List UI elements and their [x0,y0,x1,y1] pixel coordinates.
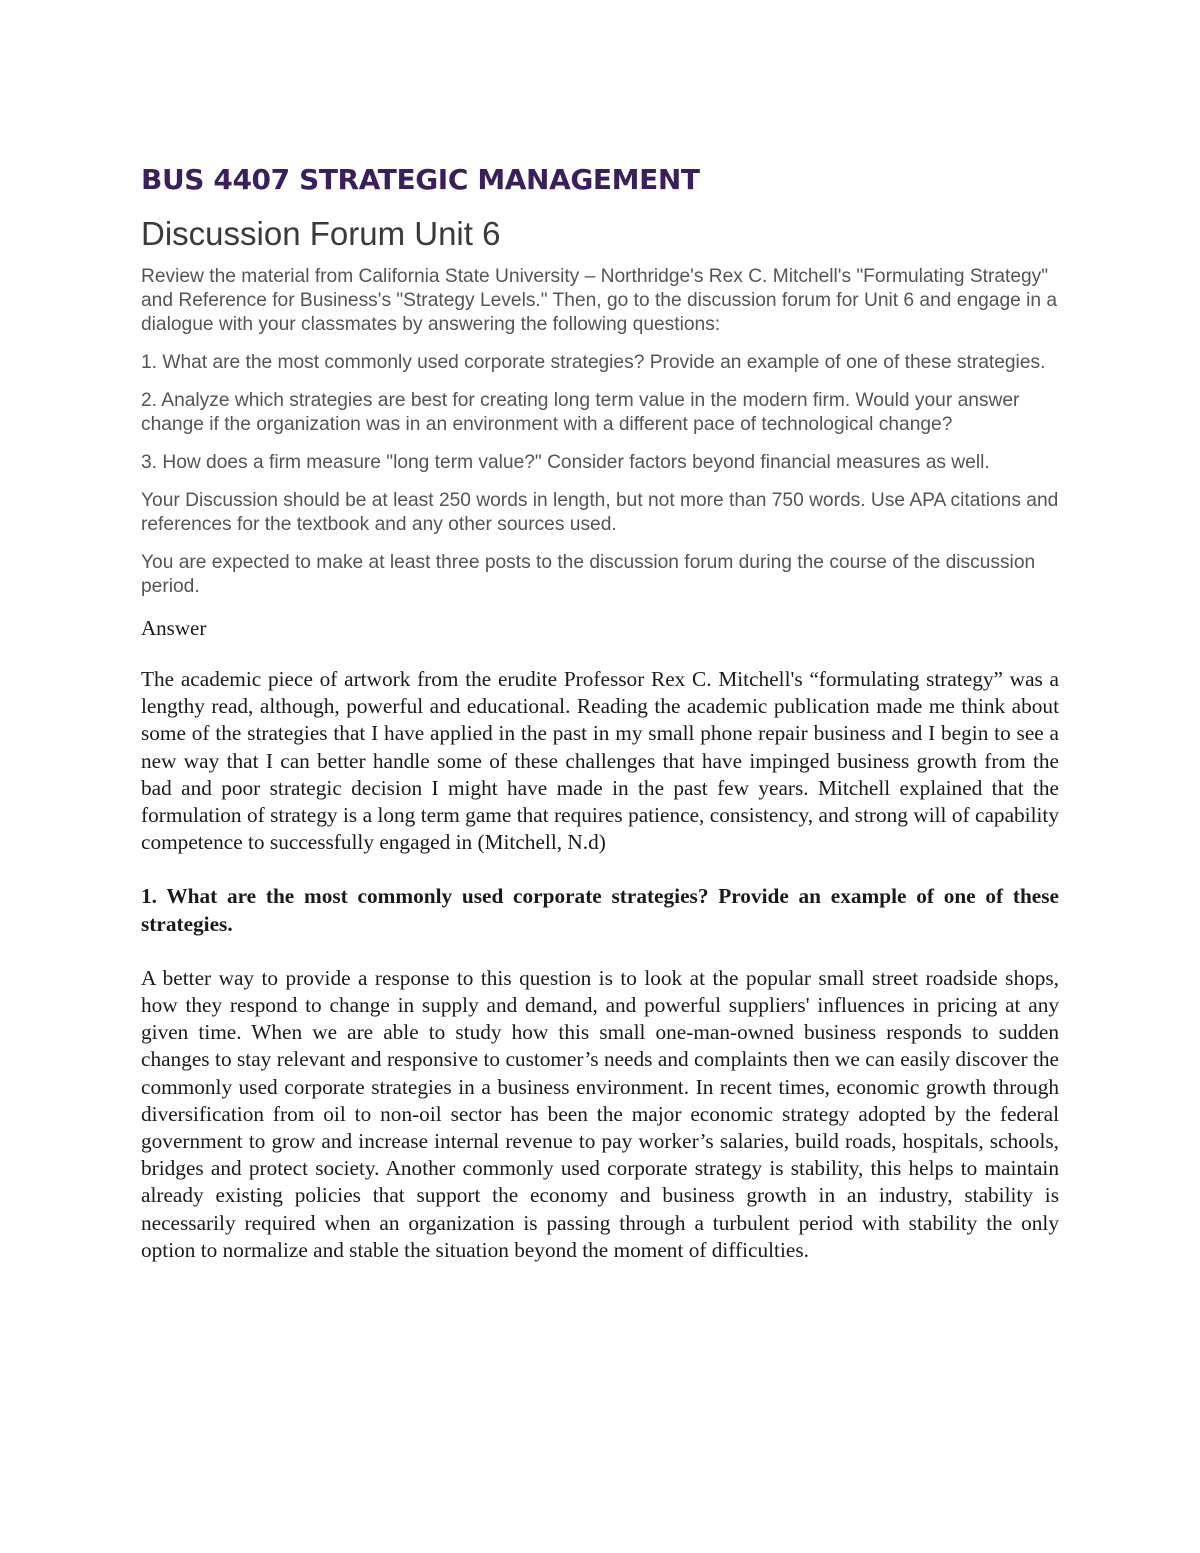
prompt-question-3: 3. How does a firm measure "long term value?" Consider factors beyond financial measures as well. [141,452,990,473]
prompt-post-requirement: You are expected to make at least three posts to the discussion forum during the course of the discussion period. [141,552,1036,597]
answer-1: A better way to provide a response to this question is to look at the popular small street roadside shops, how they respond to change in supply and demand, and powerful suppliers' influences in pricing at any given time. When we are able to study how this small one-man-owned business responds to sudden changes to stay relevant and responsive to customer’s needs and complaints then we can easily discover the commonly used corporate strategies in a business environment. In recent times, economic growth through diversification from oil to non-oil sector has been the major economic strategy adopted by the federal government to grow and increase internal revenue to pay worker’s salaries, build roads, hospitals, schools, bridges and protect society. Another commonly used corporate strategy is stability, this helps to maintain already existing policies that support the economy and business growth in an industry, stability is necessarily required when an organization is passing through a turbulent period with stability the only option to normalize and stable the situation beyond the moment of difficulties. [141,965,1059,1262]
prompt-question-2: 2. Analyze which strategies are best for creating long term value in the modern firm. Would your answer change if the organization was in an environment with a different pace of technological change? [141,390,1020,435]
document-page [141,158,1059,1291]
prompt-word-requirement: Your Discussion should be at least 250 words in length, but not more than 750 words. Use APA citations and references for the textbook and any other sources used. [141,490,1059,535]
prompt-question-1: 1. What are the most commonly used corporate strategies? Provide an example of one of these strategies. [141,352,1046,373]
forum-title: Discussion Forum Unit 6 [141,215,501,252]
answer-intro: The academic piece of artwork from the erudite Professor Rex C. Mitchell's “formulating strategy” was a lengthy read, although, powerful and educational. Reading the academic publication made me think about some of the strategies that I have applied in the past in my small phone repair business and I begin to see a new way that I can better handle some of these challenges that have impinged business growth from the bad and poor strategic decision I might have made in the past few years. Mitchell explained that the formulation of strategy is a long term game that requires patience, consistency, and strong will of capability competence to successfully engaged in (Mitchell, N.d) [141,667,1059,855]
prompt-intro: Review the material from California State University – Northridge's Rex C. Mitchell's "Formulating Strategy" and Reference for Business's "Strategy Levels." Then, go to the discussion forum for Unit 6 and engage in a dialogue with your classmates by answering the following questions: [141,266,1058,335]
course-title: BUS 4407 STRATEGIC MANAGEMENT [141,163,700,196]
answer-heading: Answer [141,616,207,640]
question-1-heading: 1. What are the most commonly used corporate strategies? Provide an example of one of these strategies. [141,884,1059,936]
